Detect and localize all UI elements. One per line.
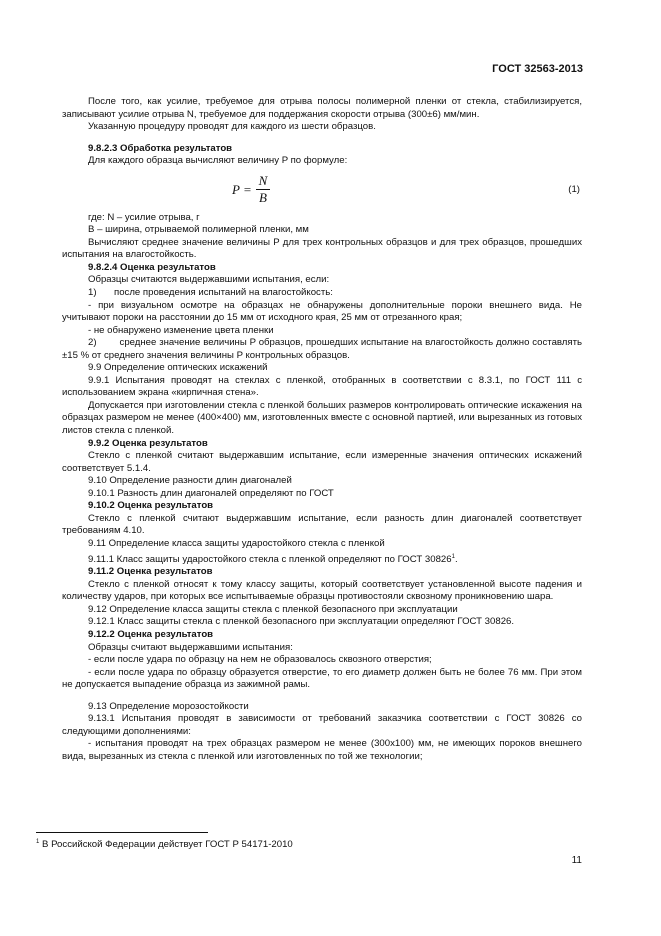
section-heading: 9.9 Определение оптических искажений [88, 362, 268, 374]
paragraph: Для каждого образца вычисляют величину P по формуле: [88, 155, 348, 167]
paragraph-text: 9.11.1 Класс защиты ударостойкого стекла с пленкой определяют по ГОСТ 30826 [88, 553, 452, 565]
paragraph: 9.11.1 Класс защиты ударостойкого стекла с пленкой определяют по ГОСТ 30826$^1$. [88, 553, 458, 565]
section-heading: 9.10 Определение разности длин диагоналей [88, 475, 292, 487]
paragraph: Указанную процедуру проводят для каждого из шести образцов. [88, 121, 376, 133]
paragraph: Стекло с пленкой считают выдержавшим испытание, если разность длин диагоналей соответствует требованиям 4.10. [62, 512, 582, 537]
paragraph: Вычисляют среднее значение величины P для трех контрольных образцов и для трех образцов, прошедших испытания на влагостойкость. [62, 236, 582, 261]
list-text: среднее значение величины P образцов, прошедших испытание на влагостойкость должно составлять ±15 % от среднего значения величины P контрольных образцов. [62, 337, 582, 361]
list-item [62, 337, 582, 362]
section-heading: 9.8.2.4 Оценка результатов [88, 261, 216, 273]
paragraph: B – ширина, отрываемой полимерной пленки, мм [88, 224, 309, 236]
formula-lhs: P = [232, 181, 252, 197]
list-text: после проведения испытаний на влагостойкость: [114, 287, 333, 299]
footnote-divider [36, 832, 208, 833]
paragraph: - при визуальном осмотре на образцах не обнаружены дополнительные пороки внешнего вида. Не учитывают пороки на расстоянии до 15 мм от исходного края, 25 мм от отрезанного края; [62, 299, 582, 324]
section-heading: 9.8.2.3 Обработка результатов [88, 142, 233, 154]
formula-numerator: N [258, 172, 268, 188]
paragraph: Допускается при изготовлении стекла с пленкой больших размеров контролировать оптические искажения на образцах размером не менее (400×400) мм, изготовленных вместе с основной партией, или вырезанных из готовых листов стекла с пленкой. [62, 399, 582, 437]
footnote-reference: 1 [451, 553, 455, 560]
formula-block [62, 168, 582, 212]
list-item [62, 287, 582, 300]
section-heading: 9.10.2 Оценка результатов [88, 500, 214, 512]
paragraph: Образцы считают выдержавшими испытания: [88, 641, 293, 653]
paragraph: 9.10.1 Разность длин диагоналей определяют по ГОСТ [88, 487, 334, 499]
footnote-mark: 1 [36, 839, 40, 845]
list-number: 1) [88, 287, 97, 299]
section-heading: 9.13 Определение морозостойкости [88, 700, 249, 712]
page-number: 11 [571, 855, 582, 866]
paragraph: 9.12.1 Класс защиты стекла с пленкой безопасного при эксплуатации определяют ГОСТ 30826. [88, 616, 515, 628]
paragraph: Образцы считаются выдержавшими испытания, если: [88, 274, 330, 286]
paragraph: 9.9.1 Испытания проводят на стеклах с пленкой, отобранных в соответствии с 8.3.1, по ГОСТ 111 с использованием экрана «кирпичная стена». [62, 374, 582, 399]
section-heading: 9.11 Определение класса защиты ударостойкого стекла с пленкой [88, 537, 385, 549]
footnote-text: В Российской Федерации действует ГОСТ Р 54171-2010 [42, 839, 293, 851]
section-heading: 9.12.2 Оценка результатов [88, 628, 214, 640]
paragraph: - если после удара по образцу на нем не образовалось сквозного отверстия; [88, 654, 432, 666]
paragraph: - если после удара по образцу образуется отверстие, то его диаметр должен быть не более 76 мм. При этом не допускается выпадение образца из зажимной рамы. [62, 666, 582, 691]
paragraph: 9.13.1 Испытания проводят в зависимости от требований заказчика соответствии с ГОСТ 30826 со следующими дополнениями: [62, 713, 582, 737]
footnote [36, 839, 293, 850]
formula-denominator: B [259, 189, 267, 205]
section-heading: 9.9.2 Оценка результатов [88, 437, 208, 449]
paragraph: - не обнаружено изменение цвета пленки [88, 324, 274, 336]
section-heading: 9.12 Определение класса защиты стекла с пленкой безопасного при эксплуатации [88, 603, 458, 615]
list-number: 2) [88, 337, 97, 349]
paragraph: Стекло с пленкой относят к тому классу защиты, который соответствует установленной высоте падения и количеству ударов, при которых все испытываемые образцы противостояли сквозному проникновению шара. [62, 578, 582, 603]
document-code-header: ГОСТ 32563-2013 [492, 63, 583, 75]
paragraph: где: N – усилие отрыва, г [88, 211, 200, 223]
paragraph: После того, как усилие, требуемое для отрыва полосы полимерной пленки от стекла, стабилизируется, записывают усилие отрыва N, требуемое для поддержания скорости отрыва (300±6) мм/мин. [62, 96, 582, 120]
paragraph: - испытания проводят на трех образцах размером не менее (300x100) мм, не имеющих пороков внешнего вида, вырезанных из стекла с пленкой или изготовленных по той же технологии; [62, 738, 582, 762]
document-body [62, 96, 582, 763]
formula-fraction [256, 174, 270, 205]
section-heading: 9.11.2 Оценка результатов [88, 566, 213, 578]
paragraph: Стекло с пленкой считают выдержавшим испытание, если измеренные значения оптических искажений соответствует 5.1.4. [62, 450, 582, 474]
formula-number: (1) [568, 183, 580, 195]
